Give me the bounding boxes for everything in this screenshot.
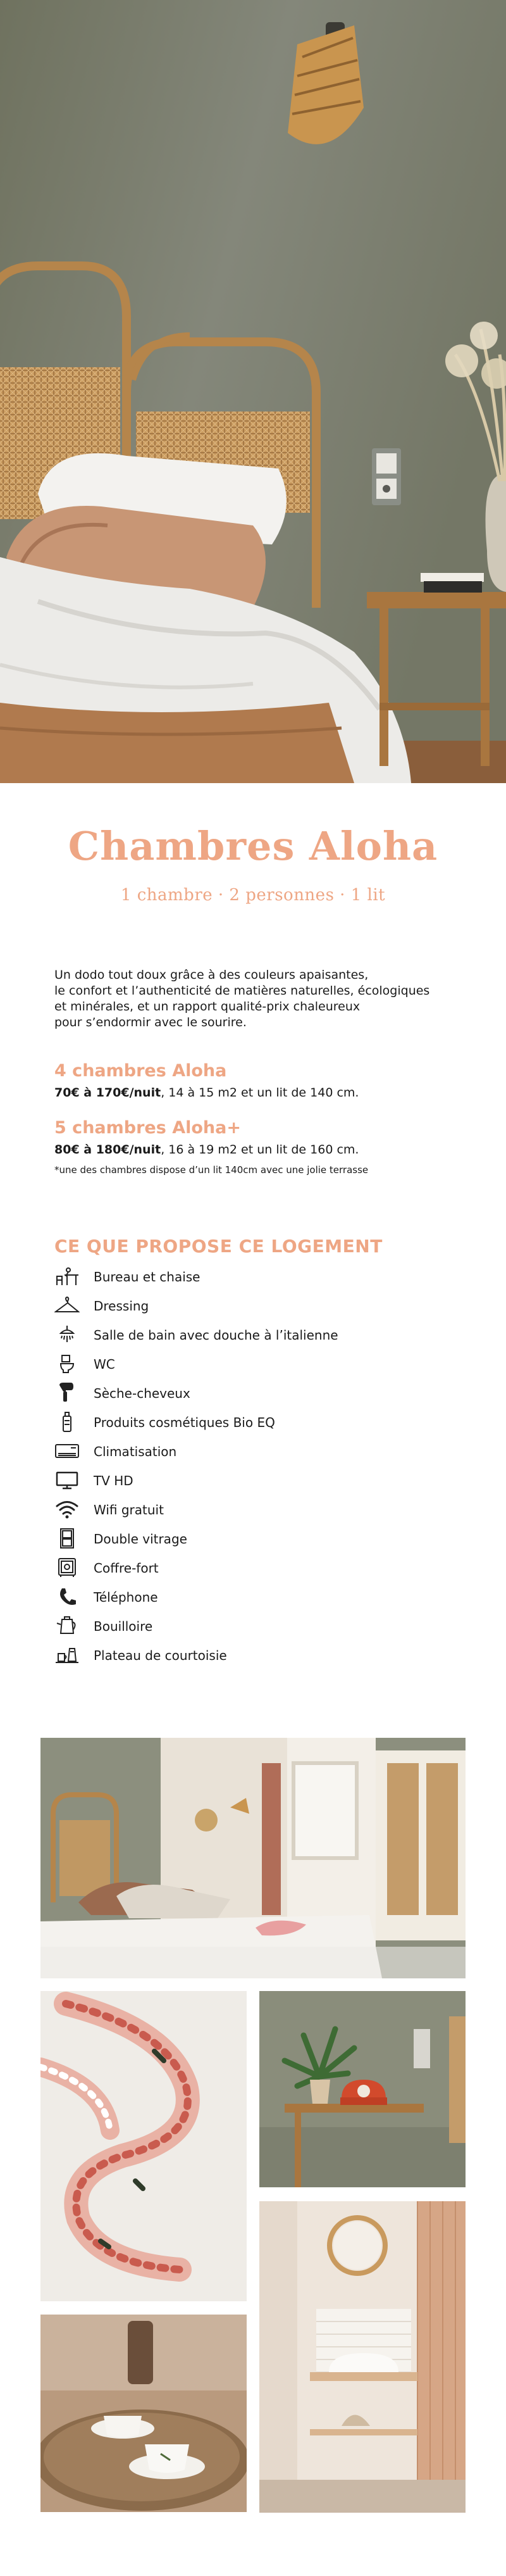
amenity-label: Dressing [94, 1298, 149, 1314]
amenity-item [54, 1585, 434, 1608]
room-aloha-plus-specs: , 16 à 19 m2 et un lit de 160 cm. [161, 1143, 359, 1157]
amenity-item [54, 1323, 434, 1346]
window-icon [54, 1528, 80, 1549]
page-title: Chambres Aloha [68, 823, 438, 869]
amenity-label: Wifi gratuit [94, 1502, 164, 1517]
amenity-label: Bureau et chaise [94, 1269, 201, 1285]
amenity-label: Coffre-fort [94, 1561, 159, 1576]
hanger-icon [54, 1295, 80, 1316]
intro-line: Un dodo tout doux grâce à des couleurs apaisantes, [54, 968, 369, 982]
room-aloha-specs: , 14 à 15 m2 et un lit de 140 cm. [161, 1086, 359, 1100]
safe-icon [54, 1557, 80, 1578]
amenity-item [54, 1294, 434, 1317]
intro-line: pour s’endormir avec le sourire. [54, 1015, 247, 1029]
amenity-item [54, 1527, 434, 1550]
amenity-label: Double vitrage [94, 1531, 187, 1547]
flower-garland-illustration [40, 1991, 247, 2301]
amenity-label: Bouilloire [94, 1619, 153, 1634]
gallery-photo-bedroom [40, 1738, 466, 1978]
room-aloha-plus-title: 5 chambres Aloha+ [54, 1118, 241, 1138]
bedroom-wide-illustration [40, 1738, 466, 1978]
amenity-label: Salle de bain avec douche à l’italienne [94, 1328, 338, 1343]
amenity-label: Plateau de courtoisie [94, 1648, 227, 1663]
hero-bedroom-illustration [0, 0, 506, 783]
wifi-icon [54, 1499, 80, 1519]
room-aloha-plus-note: *une des chambres dispose d’un lit 140cm avec une jolie terrasse [54, 1164, 369, 1176]
amenity-item [54, 1469, 434, 1492]
telephone-plant-illustration [259, 1991, 466, 2187]
amenity-label: Téléphone [94, 1590, 158, 1605]
amenity-item [54, 1265, 434, 1288]
amenity-item [54, 1614, 434, 1637]
shower-icon [54, 1324, 80, 1345]
tray-icon [54, 1645, 80, 1665]
kettle-icon [54, 1616, 80, 1636]
page-subtitle: 1 chambre · 2 personnes · 1 lit [120, 886, 386, 905]
room-aloha-plus-details [54, 1143, 359, 1157]
air-conditioner-icon [54, 1441, 80, 1461]
amenities-title: CE QUE PROPOSE CE LOGEMENT [54, 1236, 383, 1257]
bathroom-illustration [259, 2201, 466, 2513]
gallery-photo-bathroom [259, 2201, 466, 2513]
amenity-label: Climatisation [94, 1444, 177, 1459]
amenity-label: Produits cosmétiques Bio EQ [94, 1415, 275, 1430]
tv-icon [54, 1470, 80, 1490]
room-aloha-details [54, 1086, 359, 1100]
amenity-item [54, 1381, 434, 1404]
intro-line: le confort et l’authenticité de matières naturelles, écologiques [54, 984, 430, 998]
phone-icon [54, 1586, 80, 1607]
gallery-photo-telephone [259, 1991, 466, 2187]
toilet-icon [54, 1354, 80, 1374]
intro-line: et minérales, et un rapport qualité-prix chaleureux [54, 1000, 361, 1014]
room-aloha-price: 70€ à 170€/nuit [54, 1086, 161, 1100]
room-aloha-plus-price: 80€ à 180€/nuit [54, 1143, 161, 1157]
amenity-item [54, 1440, 434, 1462]
hairdryer-icon [54, 1383, 80, 1403]
amenity-item [54, 1643, 434, 1666]
room-aloha-title: 4 chambres Aloha [54, 1061, 227, 1081]
desk-chair-icon [54, 1266, 80, 1286]
amenity-item [54, 1556, 434, 1579]
intro-text [54, 967, 472, 1031]
amenity-label: TV HD [94, 1473, 133, 1488]
amenity-item [54, 1498, 434, 1521]
amenity-item [54, 1411, 434, 1433]
amenity-item [54, 1352, 434, 1375]
amenity-label: WC [94, 1357, 115, 1372]
amenity-label: Sèche-cheveux [94, 1386, 190, 1401]
hero-photo [0, 0, 506, 783]
gallery-photo-garland [40, 1991, 247, 2301]
cosmetics-bottle-icon [54, 1412, 80, 1432]
coffee-cups-illustration [40, 2315, 247, 2512]
gallery-photo-coffee [40, 2315, 247, 2512]
